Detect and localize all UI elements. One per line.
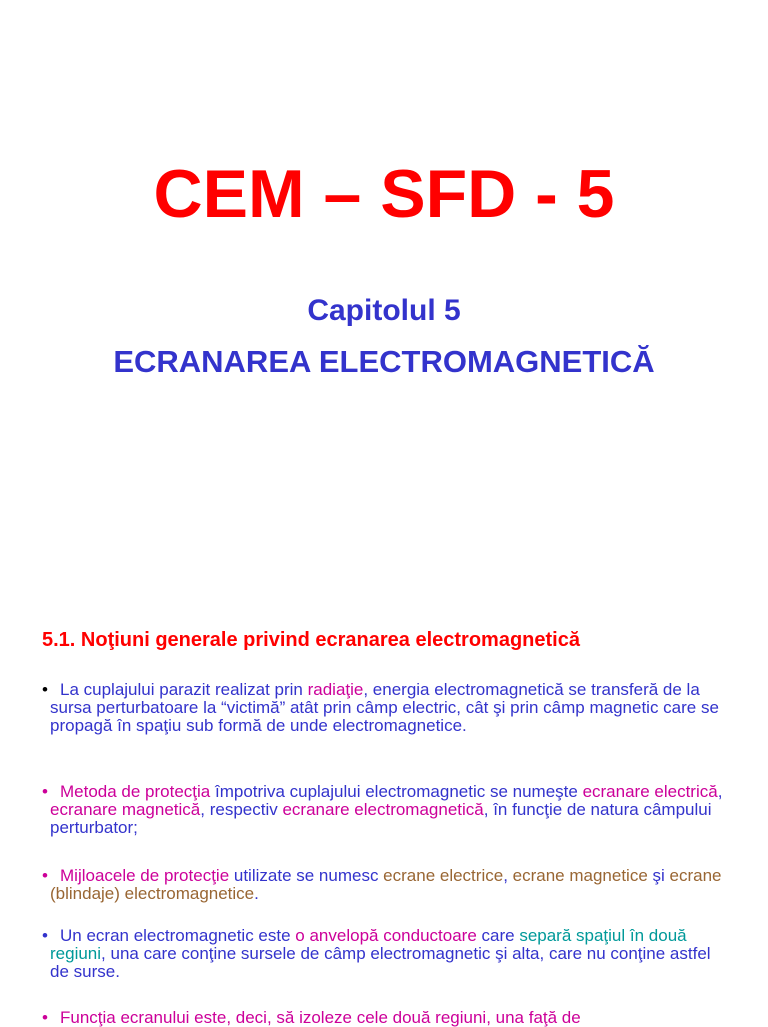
bullet-text: [42, 681, 732, 735]
bullet-ecran-definition: [42, 927, 732, 981]
bullet-protection-method: [42, 783, 732, 837]
bullet-text: [42, 1009, 732, 1027]
highlight-term: separă spaţiul în două regiuni: [50, 926, 687, 963]
highlight-term: radiaţie: [307, 680, 364, 699]
highlight-term: o anvelopă conductoare: [295, 926, 477, 945]
highlight-term: ecranare magnetică: [50, 800, 201, 819]
bullet-marker: •: [42, 926, 48, 945]
highlight-term: ecrane (blindaje): [50, 866, 722, 903]
bullet-marker: •: [42, 680, 48, 699]
highlight-term: Metoda de protecţia: [60, 782, 211, 801]
highlight-term: ecranare electromagnetică: [282, 800, 484, 819]
highlight-term: electromagnetice: [124, 884, 255, 903]
text-run: şi: [647, 866, 670, 885]
section-heading: 5.1. Noţiuni generale privind ecranarea electromagnetică: [42, 629, 580, 651]
text-run: La cuplajului parazit realizat prin: [60, 680, 308, 699]
highlight-term: ecranare electrică: [582, 782, 718, 801]
bullet-text: [42, 783, 732, 837]
chapter-number: Capitolul 5: [307, 294, 461, 327]
text-run: Funcţia ecranului este, deci, să izoleze cele două regiuni, una faţă de: [60, 1008, 581, 1027]
chapter-title: ECRANAREA ELECTROMAGNETICĂ: [113, 344, 655, 379]
bullet-protection-means: [42, 867, 732, 903]
text-run: utilizate se numesc: [229, 866, 384, 885]
text-run: , una care conţine sursele de câmp electromagnetic şi alta, care nu conţine astfel de surse.: [50, 944, 711, 981]
highlight-term: ecrane magnetice: [512, 866, 648, 885]
bullet-text: [42, 927, 732, 981]
text-run: , în funcţie de natura câmpului perturbator;: [50, 800, 712, 837]
slide-title: CEM – SFD - 5: [153, 156, 615, 232]
text-run: , respectiv: [200, 800, 283, 819]
text-run: ,: [503, 866, 513, 885]
bullet-marker: •: [42, 866, 48, 885]
bullet-marker: •: [42, 1008, 48, 1027]
bullet-radiation-coupling: [42, 681, 732, 735]
text-run: care: [476, 926, 520, 945]
highlight-term: Mijloacele de protecţie: [60, 866, 230, 885]
bullet-marker: •: [42, 782, 48, 801]
bullet-ecran-function: [42, 1009, 732, 1027]
text-run: Un ecran electromagnetic este: [60, 926, 296, 945]
text-run: .: [254, 884, 259, 903]
text-run: ,: [717, 782, 723, 801]
text-run: , energia electromagnetică se transferă de la sursa perturbatoare la “victimă” atât prin câmp electric, cât şi prin câmp magnetic care se propagă în spaţiu sub formă de unde electromagnetice.: [50, 680, 719, 735]
highlight-term: ecrane electrice: [383, 866, 504, 885]
text-run: împotriva cuplajului electromagnetic se numeşte: [210, 782, 583, 801]
bullet-text: [42, 867, 732, 903]
